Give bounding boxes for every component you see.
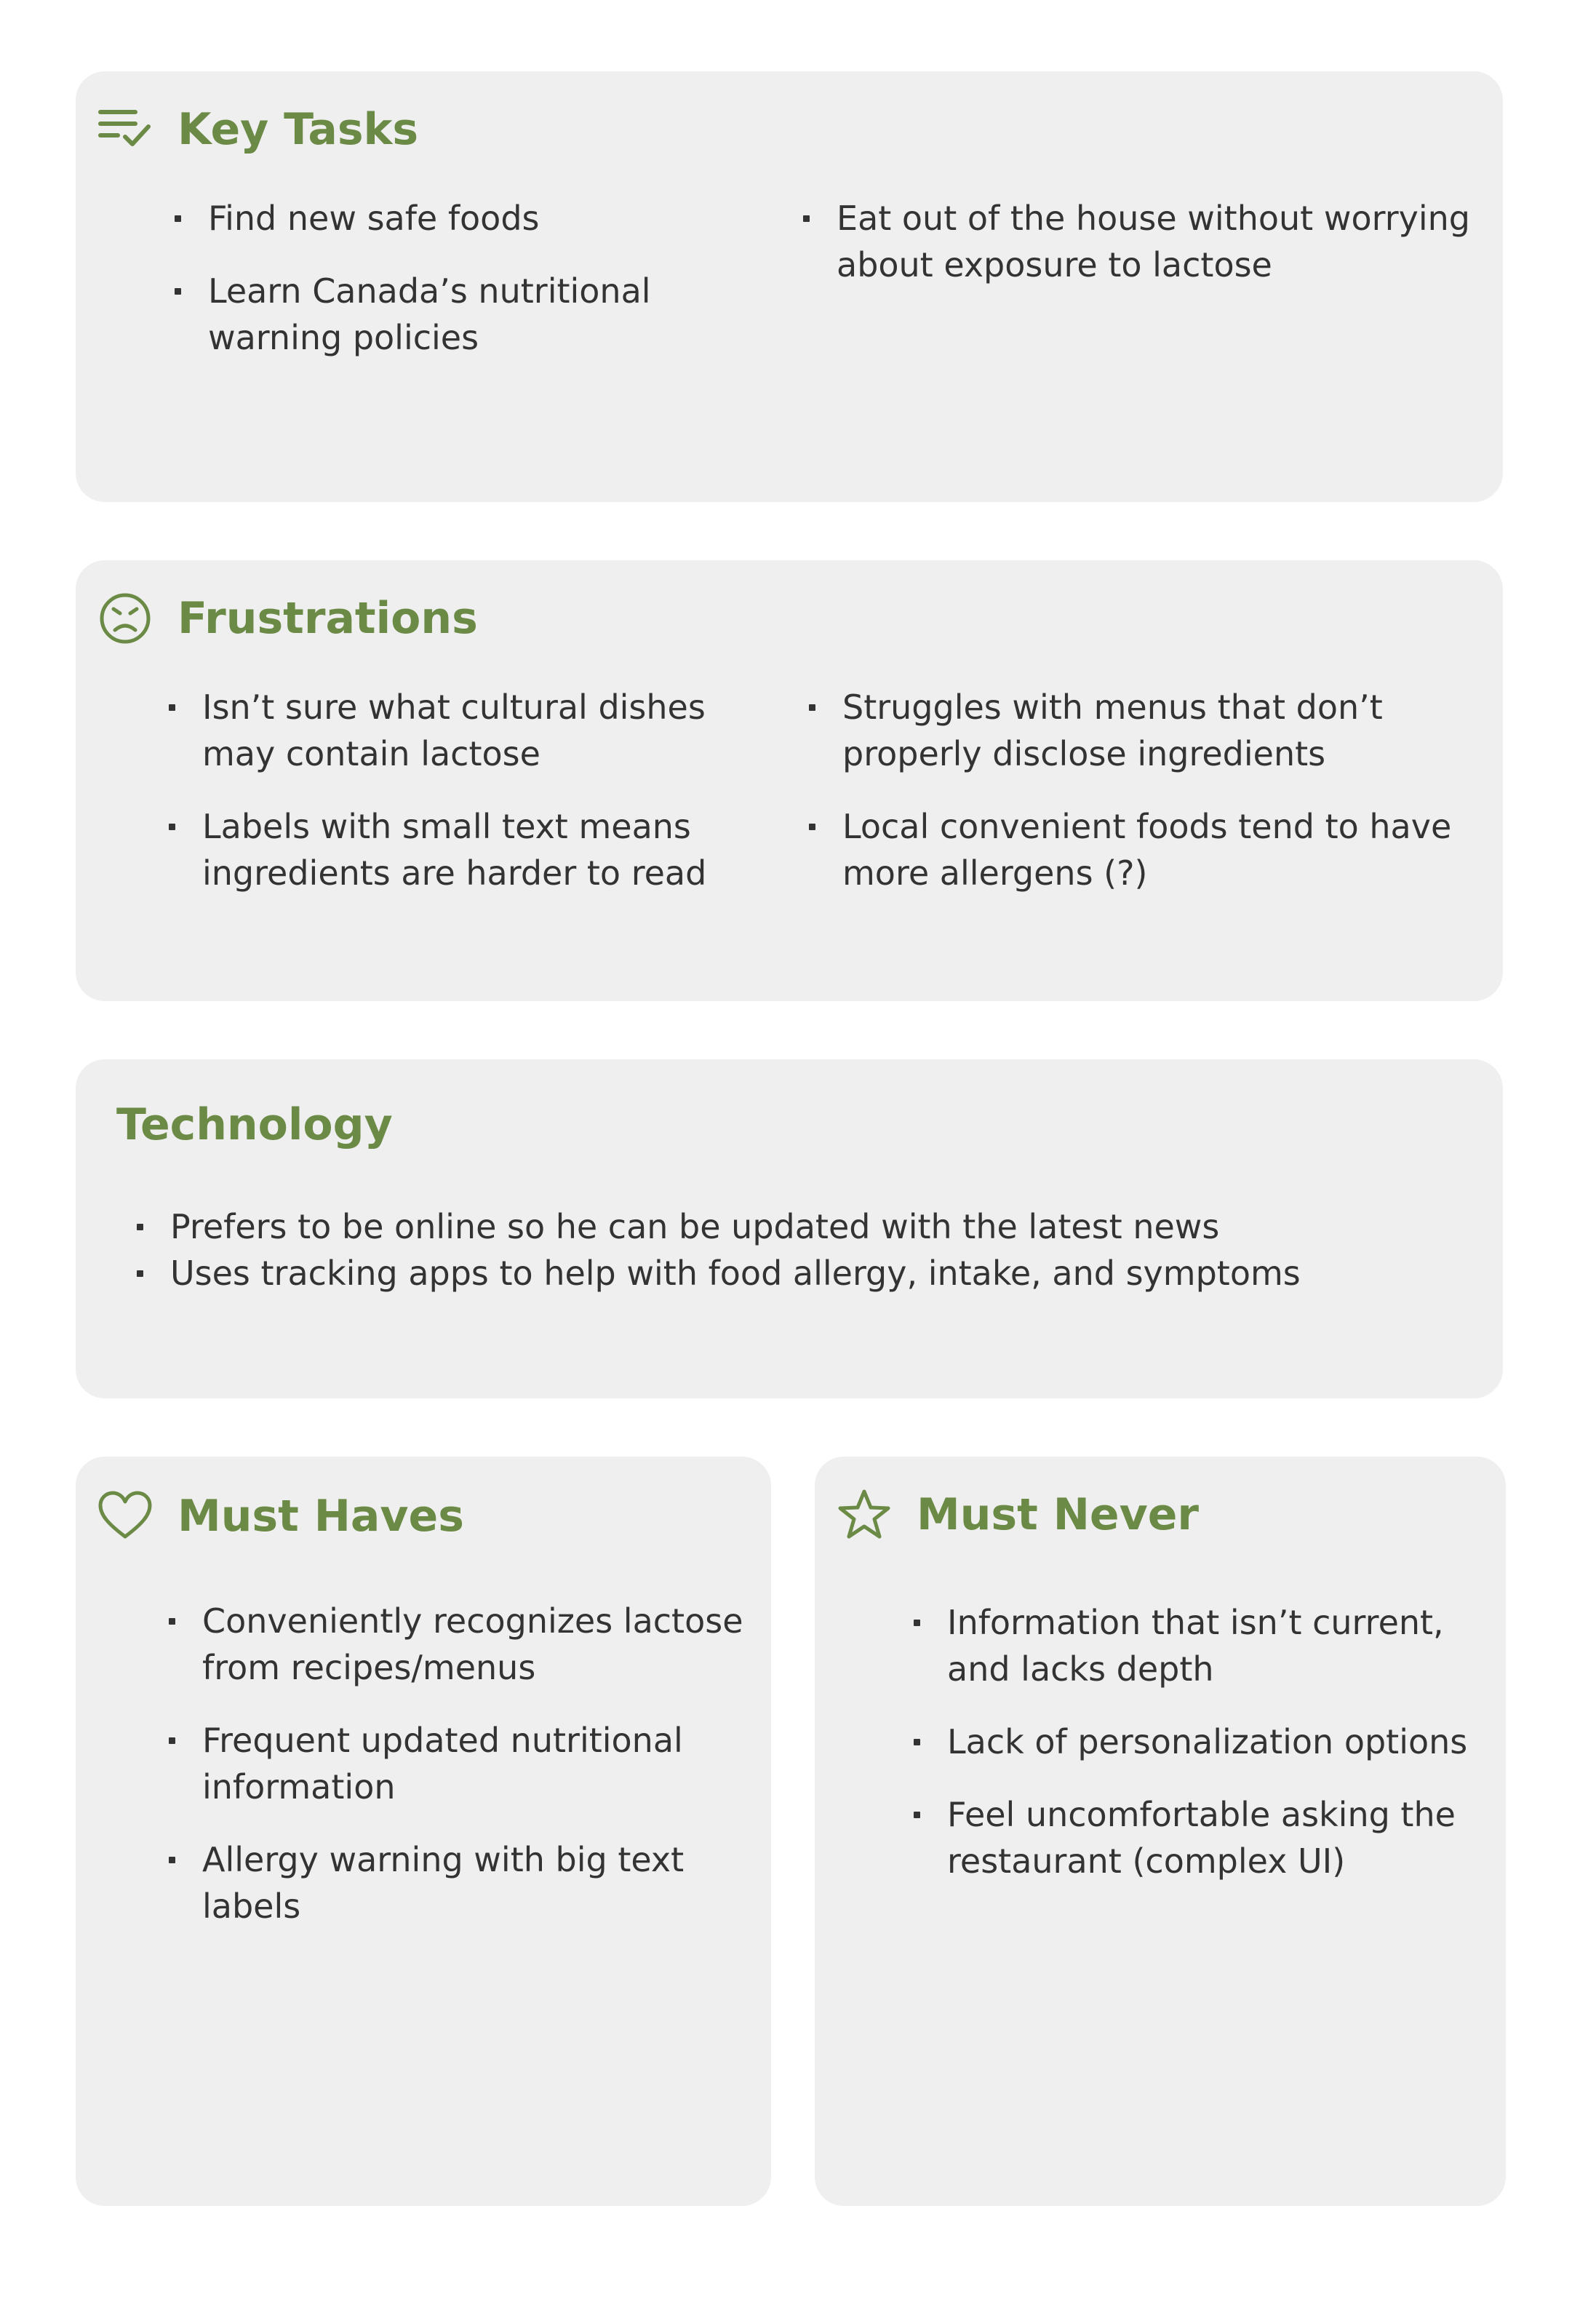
must-haves-list <box>169 1598 751 1956</box>
must-never-card <box>815 1457 1506 2206</box>
technology-title: Technology <box>116 1099 393 1150</box>
list-item: Find new safe foods <box>175 195 742 242</box>
frustrations-header <box>96 589 478 648</box>
key-tasks-title: Key Tasks <box>177 104 419 155</box>
list-item: Information that isn’t current, and lacks depth <box>914 1599 1481 1692</box>
must-haves-card <box>76 1457 771 2206</box>
list-item: Uses tracking apps to help with food allergy, intake, and symptoms <box>137 1250 1483 1297</box>
key-tasks-left-list <box>175 195 742 387</box>
list-item: Frequent updated nutritional information <box>169 1717 751 1810</box>
list-item: Feel uncomfortable asking the restaurant (complex UI) <box>914 1791 1481 1884</box>
must-never-title: Must Never <box>917 1489 1200 1540</box>
key-tasks-card <box>76 71 1503 502</box>
key-tasks-header <box>96 100 418 159</box>
list-item: Learn Canada’s nutritional warning policies <box>175 268 742 361</box>
list-item: Allergy warning with big text labels <box>169 1836 751 1929</box>
frustrations-card <box>76 560 1503 1001</box>
heart-icon <box>96 1487 154 1545</box>
technology-card <box>76 1059 1503 1398</box>
star-icon <box>835 1486 893 1544</box>
list-item: Eat out of the house without worrying about exposure to lactose <box>803 195 1487 288</box>
technology-header <box>116 1099 393 1150</box>
must-never-header <box>835 1486 1199 1544</box>
must-never-list <box>914 1599 1481 1911</box>
frown-face-icon <box>96 589 154 648</box>
must-haves-title: Must Haves <box>177 1491 464 1542</box>
frustrations-title: Frustrations <box>177 593 478 644</box>
list-item: Labels with small text means ingredients are harder to read <box>169 803 751 896</box>
list-item: Prefers to be online so he can be updated with the latest news <box>137 1203 1483 1250</box>
list-item: Isn’t sure what cultural dishes may contain lactose <box>169 684 751 777</box>
checklist-icon <box>96 100 154 159</box>
list-item: Lack of personalization options <box>914 1718 1481 1765</box>
technology-list <box>137 1203 1483 1297</box>
list-item: Conveniently recognizes lactose from recipes/menus <box>169 1598 751 1691</box>
list-item: Local convenient foods tend to have more allergens (?) <box>809 803 1485 896</box>
frustrations-left-list <box>169 684 751 923</box>
frustrations-right-list <box>809 684 1485 923</box>
list-item: Struggles with menus that don’t properly disclose ingredients <box>809 684 1485 777</box>
must-haves-header <box>96 1487 464 1545</box>
key-tasks-right-list <box>803 195 1487 314</box>
